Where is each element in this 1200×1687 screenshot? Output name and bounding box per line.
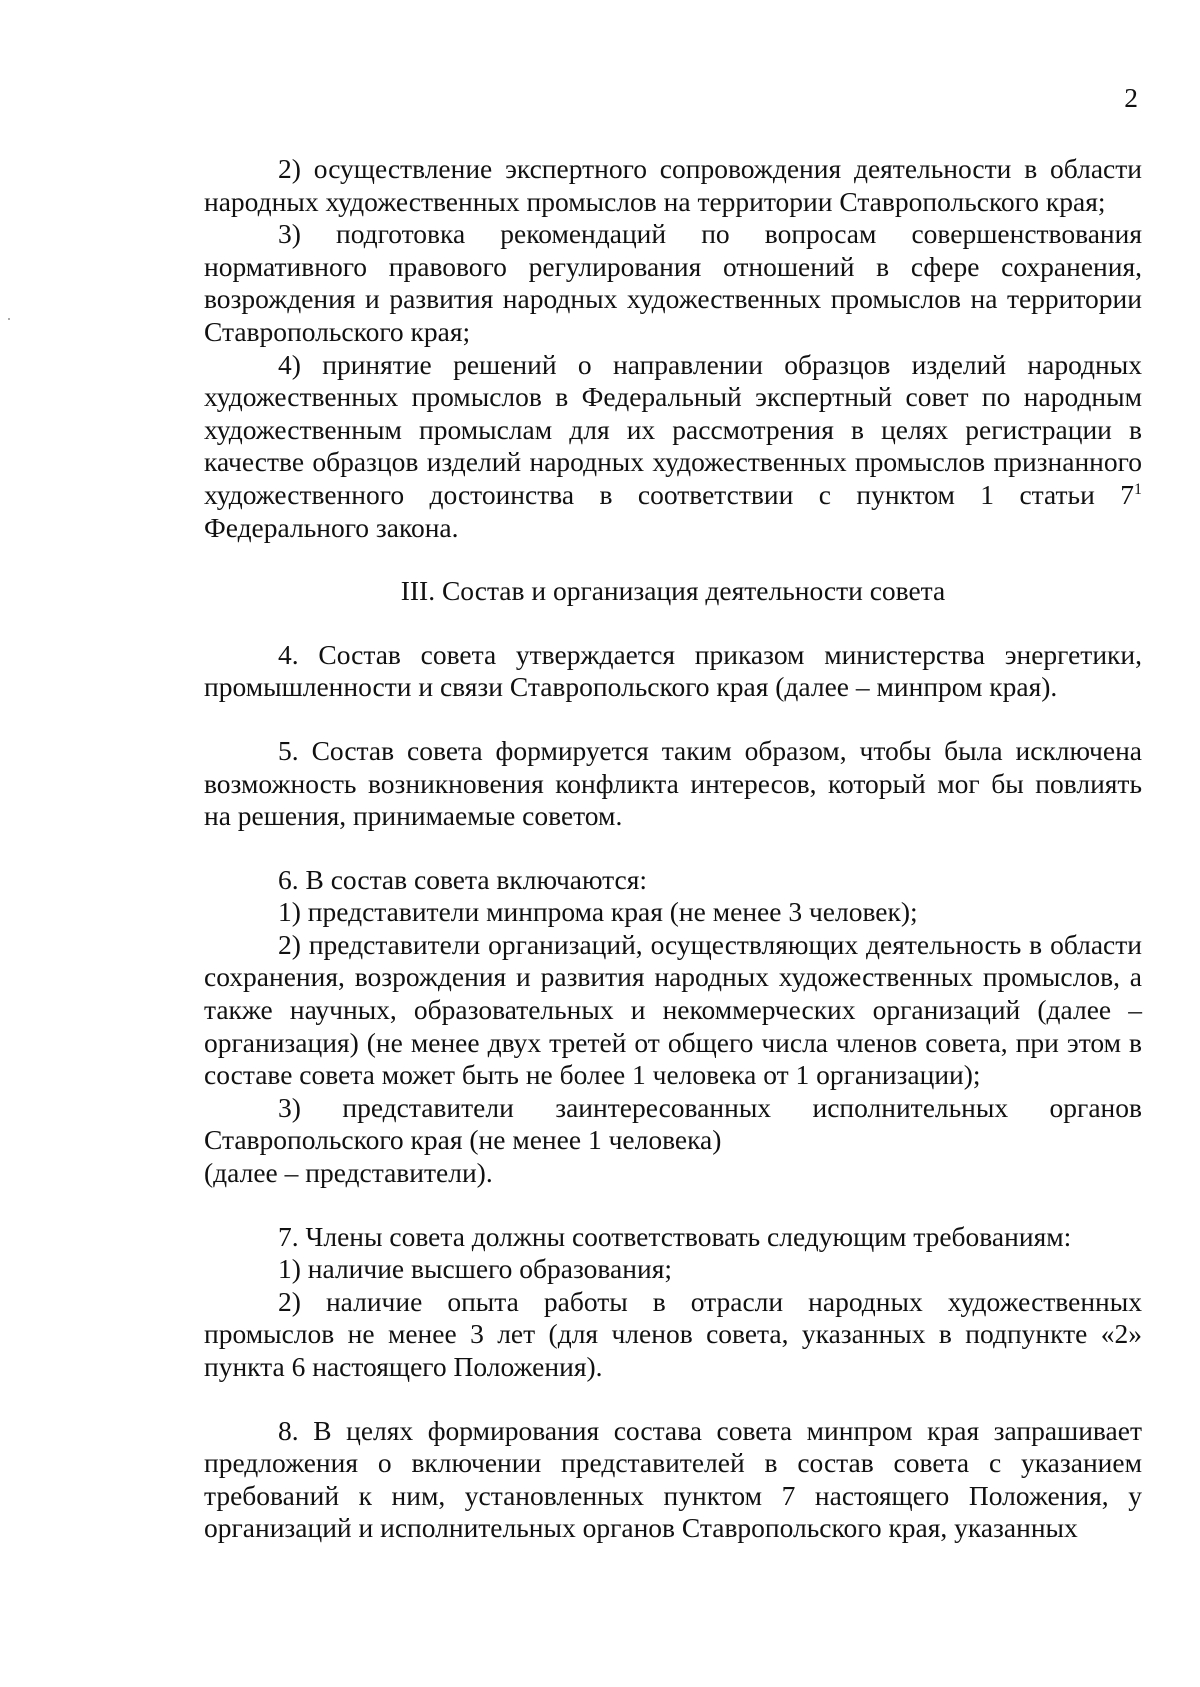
item-4-tail: Федерального закона. [204,511,459,543]
paragraph-5: 5. Состав совета формируется таким образом, чтобы была исключена возможность возникновения конфликта интересов, который мог бы повлиять на решения, принимаемые советом. [204,734,1142,832]
paragraph-6-tail: (далее – представители). [204,1157,493,1189]
paragraph-6-intro: 6. В состав совета включаются: [278,863,648,895]
paragraph-6-subitem-1: 1) представители минпрома края (не менее 3 человек); [278,896,918,928]
paragraph-4: 4. Состав совета утверждается приказом министерства энергетики, промышленности и связи Ставропольского края (далее – минпром края). [204,638,1142,703]
paragraph-6-subitem-2: 2) представители организаций, осуществляющих деятельность в области сохранения, возрождения и развития народных художественных промыслов, а также научных, образовательных и некоммерческих организаций (далее – организация) (не менее двух третей от общего числа членов совета, при этом в составе совета может быть не более 1 человека от 1 организации); [204,928,1142,1091]
section-heading: III. Состав и организация деятельности совета [400,575,946,607]
paragraph-7-subitem-2: 2) наличие опыта работы в отрасли народных художественных промыслов не менее 3 лет (для членов совета, указанных в подпункте «2» пункта 6 настоящего Положения). [204,1285,1142,1382]
scan-speck [8,318,10,320]
item-4-text: 4) принятие решений о направлении образцов изделий народных художественных промыслов в Федеральный экспертный совет по народным художественным промыслам для их рассмотрения в целях регистрации в качестве образцов изделий народных художественных промыслов признанного художественного достоинства в соответствии с пунктом 1 статьи 7 [204,348,1142,510]
item-3: 3) подготовка рекомендаций по вопросам совершенствования нормативного правового регулирования отношений в сфере сохранения, возрождения и развития народных художественных промыслов на территории Ставропольского края; [204,218,1142,347]
paragraph-6-subitem-3: 3) представители заинтересованных исполнительных органов Ставропольского края (не менее 1 человека) [204,1091,1142,1156]
paragraph-7-intro: 7. Члены совета должны соответствовать следующим требованиям: [278,1220,1072,1252]
item-4 [204,349,1142,545]
document-body [204,153,1142,1545]
page-number: 2 [1124,82,1138,113]
paragraph-7-subitem-1: 1) наличие высшего образования; [278,1253,672,1285]
item-2: 2) осуществление экспертного сопровождения деятельности в области народных художественных промыслов на территории Ставропольского края; [204,153,1142,217]
paragraph-8: 8. В целях формирования состава совета минпром края запрашивает предложения о включении представителей в состав совета с указанием требований к ним, установленных пунктом 7 настоящего Положения, у организаций и исполнительных органов Ставропольского края, указанных [204,1414,1142,1544]
item-4-superscript: 1 [1134,480,1142,498]
